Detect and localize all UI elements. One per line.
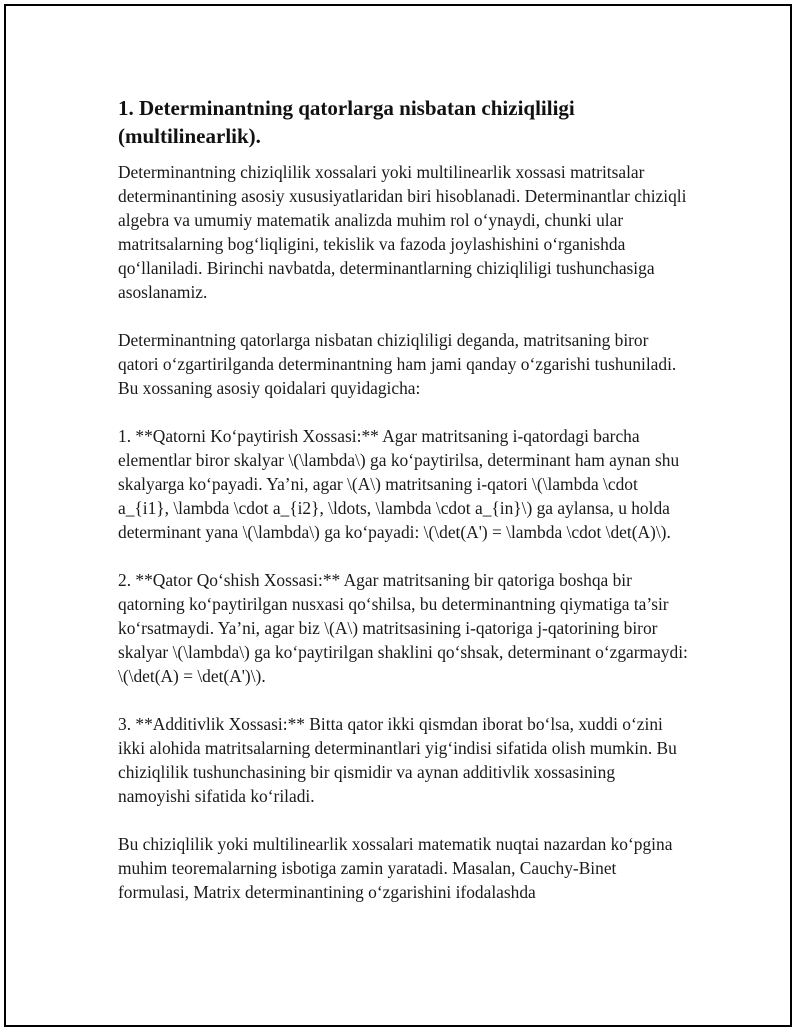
paragraph-definition: Determinantning qatorlarga nisbatan chiziqliligi deganda, matritsaning biror qatori o‘zgartirilganda determinantning ham jami qanday o‘zgarishi tushuniladi. Bu xossaning asosiy qoidalari quyidagicha: <box>118 330 677 398</box>
paragraph-rule-2: 2. **Qator Qo‘shish Xossasi:** Agar matritsaning bir qatoriga boshqa bir qatorning ko‘paytirilgan nusxasi qo‘shilsa, bu determinantning qiymatiga ta’sir ko‘rsatmaydi. Ya’ni, agar biz \(A\) matritsasining i-qatoriga j-qatorining biror skalyar \(\lambda\) ga ko‘paytirilgan shaklini qo‘shsak, determinant o‘zgarmaydi: \(\det(A) = \det(A')\). <box>118 570 688 686</box>
document-page <box>4 4 792 1027</box>
paragraph-intro: Determinantning chiziqlilik xossalari yoki multilinearlik xossasi matritsalar determinantining asosiy xususiyatlaridan biri hisoblanadi. Determinantlar chiziqli algebra va umumiy matematik analizda muhim rol o‘ynaydi, chunki ular matritsalarning bog‘liqligini, tekislik va fazoda joylashishini o‘rganishda qo‘llaniladi. Birinchi navbatda, determinantlarning chiziqliligi tushunchasiga asoslanamiz. <box>118 162 687 302</box>
paragraph-rule-3: 3. **Additivlik Xossasi:** Bitta qator ikki qismdan iborat bo‘lsa, xuddi o‘zini ikki alohida matritsalarning determinantlari yig‘indisi sifatida olish mumkin. Bu chiziqlilik tushunchasining bir qismidir va aynan additivlik xossasining namoyishi sifatida ko‘riladi. <box>118 714 677 806</box>
paragraph-rule-1: 1. **Qatorni Ko‘paytirish Xossasi:** Agar matritsaning i-qatordagi barcha elementlar biror skalyar \(\lambda\) ga ko‘paytirilsa, determinant ham aynan shu skalyarga ko‘payadi. Ya’ni, agar \(A\) matritsaning i-qatori \(\lambda \cdot a_{i1}, \lambda \cdot a_{i2}, \ldots, \lambda \cdot a_{in}\) ga aylansa, u holda determinant yana \(\lambda\) ga ko‘payadi: \(\det(A') = \lambda \cdot \det(A)\). <box>118 426 680 542</box>
paragraph-conclusion: Bu chiziqlilik yoki multilinearlik xossalari matematik nuqtai nazardan ko‘pgina muhim teoremalarning isbotiga zamin yaratadi. Masalan, Cauchy-Binet formulasi, Matrix determinantining o‘zgarishini ifodalashda <box>118 834 673 902</box>
section-heading: 1. Determinantning qatorlarga nisbatan chiziqliligi (multilinearlik). <box>118 96 575 148</box>
document-body <box>118 94 688 928</box>
